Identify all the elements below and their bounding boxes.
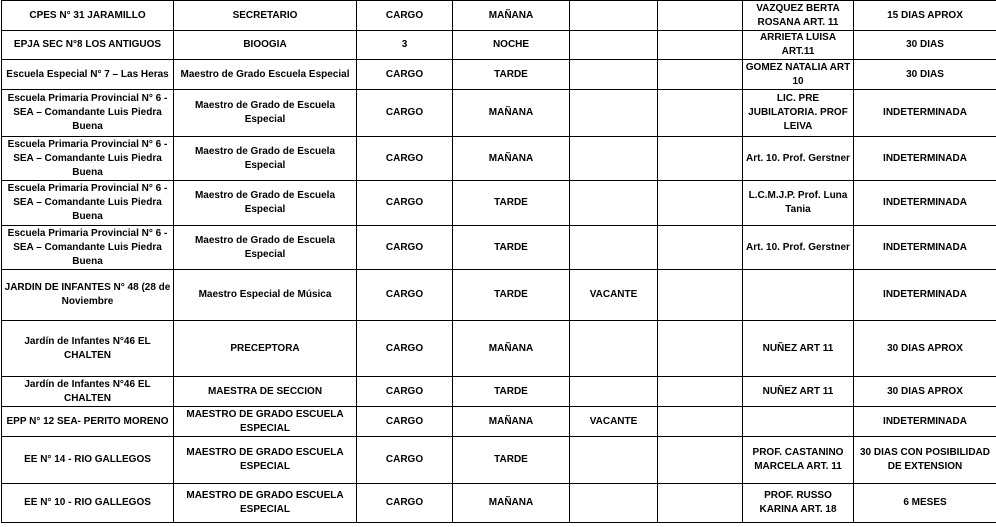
blank-cell [658,181,743,226]
status-cell [570,60,658,90]
duration-cell: INDETERMINADA [854,407,996,437]
blank-cell [658,407,743,437]
table-row [2,181,996,226]
role-cell: MAESTRA DE SECCION [174,377,357,407]
table-row [2,60,996,90]
blank-cell [658,90,743,137]
type-cell: CARGO [357,90,453,137]
type-cell: CARGO [357,321,453,377]
table-row [2,270,996,321]
table-row [2,407,996,437]
blank-cell [658,1,743,31]
role-cell: BIOOGIA [174,31,357,60]
type-cell: CARGO [357,181,453,226]
duration-cell: 15 DIAS APROX [854,1,996,31]
school-cell: EPP N° 12 SEA- PERITO MORENO [2,407,174,437]
type-cell: CARGO [357,1,453,31]
type-cell: CARGO [357,137,453,181]
school-cell: EPJA SEC N°8 LOS ANTIGUOS [2,31,174,60]
school-cell: Escuela Primaria Provincial N° 6 - SEA – Comandante Luis Piedra Buena [2,181,174,226]
role-cell: MAESTRO DE GRADO ESCUELA ESPECIAL [174,484,357,523]
duration-cell: INDETERMINADA [854,181,996,226]
table-row [2,437,996,484]
table-row [2,321,996,377]
shift-cell: MAÑANA [453,90,570,137]
school-cell: Escuela Especial N° 7 – Las Heras [2,60,174,90]
table-row [2,484,996,523]
shift-cell: MAÑANA [453,407,570,437]
duration-cell: INDETERMINADA [854,90,996,137]
duration-cell: INDETERMINADA [854,137,996,181]
replaces-cell: NUÑEZ ART 11 [743,377,854,407]
status-cell [570,321,658,377]
shift-cell: MAÑANA [453,484,570,523]
replaces-cell: L.C.M.J.P. Prof. Luna Tania [743,181,854,226]
status-cell [570,31,658,60]
blank-cell [658,437,743,484]
shift-cell: MAÑANA [453,1,570,31]
shift-cell: MAÑANA [453,321,570,377]
school-cell: CPES N° 31 JARAMILLO [2,1,174,31]
role-cell: Maestro Especial de Música [174,270,357,321]
shift-cell: MAÑANA [453,137,570,181]
duration-cell: INDETERMINADA [854,270,996,321]
duration-cell: 30 DIAS CON POSIBILIDAD DE EXTENSION [854,437,996,484]
role-cell: MAESTRO DE GRADO ESCUELA ESPECIAL [174,407,357,437]
status-cell [570,90,658,137]
duration-cell: 30 DIAS APROX [854,377,996,407]
table-row [2,90,996,137]
blank-cell [658,321,743,377]
type-cell: CARGO [357,377,453,407]
shift-cell: TARDE [453,437,570,484]
role-cell: Maestro de Grado Escuela Especial [174,60,357,90]
duration-cell: 30 DIAS [854,31,996,60]
role-cell: MAESTRO DE GRADO ESCUELA ESPECIAL [174,437,357,484]
duration-cell: INDETERMINADA [854,226,996,270]
role-cell: Maestro de Grado de Escuela Especial [174,137,357,181]
shift-cell: TARDE [453,226,570,270]
blank-cell [658,484,743,523]
table-row [2,137,996,181]
duration-cell: 30 DIAS [854,60,996,90]
type-cell: CARGO [357,437,453,484]
school-cell: Escuela Primaria Provincial N° 6 - SEA – Comandante Luis Piedra Buena [2,90,174,137]
vacancies-table [1,0,996,523]
role-cell: PRECEPTORA [174,321,357,377]
replaces-cell: NUÑEZ ART 11 [743,321,854,377]
school-cell: JARDIN DE INFANTES N° 48 (28 de Noviembre [2,270,174,321]
table-row [2,31,996,60]
type-cell: 3 [357,31,453,60]
replaces-cell: GOMEZ NATALIA ART 10 [743,60,854,90]
school-cell: Jardín de Infantes N°46 EL CHALTEN [2,377,174,407]
status-cell [570,226,658,270]
role-cell: Maestro de Grado de Escuela Especial [174,226,357,270]
blank-cell [658,270,743,321]
replaces-cell: Art. 10. Prof. Gerstner [743,226,854,270]
type-cell: CARGO [357,226,453,270]
replaces-cell [743,270,854,321]
status-cell [570,1,658,31]
table-row [2,1,996,31]
status-cell: VACANTE [570,407,658,437]
school-cell: Jardín de Infantes N°46 EL CHALTEN [2,321,174,377]
shift-cell: TARDE [453,270,570,321]
status-cell [570,484,658,523]
blank-cell [658,60,743,90]
type-cell: CARGO [357,484,453,523]
table-row [2,226,996,270]
status-cell [570,181,658,226]
school-cell: EE N° 10 - RIO GALLEGOS [2,484,174,523]
replaces-cell: PROF. CASTANINO MARCELA ART. 11 [743,437,854,484]
blank-cell [658,377,743,407]
blank-cell [658,226,743,270]
role-cell: SECRETARIO [174,1,357,31]
replaces-cell: PROF. RUSSO KARINA ART. 18 [743,484,854,523]
status-cell: VACANTE [570,270,658,321]
replaces-cell: ARRIETA LUISA ART.11 [743,31,854,60]
type-cell: CARGO [357,270,453,321]
duration-cell: 6 MESES [854,484,996,523]
shift-cell: TARDE [453,60,570,90]
type-cell: CARGO [357,407,453,437]
replaces-cell [743,407,854,437]
shift-cell: TARDE [453,377,570,407]
shift-cell: TARDE [453,181,570,226]
status-cell [570,437,658,484]
role-cell: Maestro de Grado de Escuela Especial [174,90,357,137]
status-cell [570,137,658,181]
role-cell: Maestro de Grado de Escuela Especial [174,181,357,226]
status-cell [570,377,658,407]
table-body [2,1,996,523]
replaces-cell: LIC. PRE JUBILATORIA. PROF LEIVA [743,90,854,137]
blank-cell [658,137,743,181]
replaces-cell: Art. 10. Prof. Gerstner [743,137,854,181]
school-cell: Escuela Primaria Provincial N° 6 - SEA – Comandante Luis Piedra Buena [2,137,174,181]
type-cell: CARGO [357,60,453,90]
replaces-cell: VAZQUEZ BERTA ROSANA ART. 11 [743,1,854,31]
school-cell: EE N° 14 - RIO GALLEGOS [2,437,174,484]
table-row [2,377,996,407]
duration-cell: 30 DIAS APROX [854,321,996,377]
school-cell: Escuela Primaria Provincial N° 6 - SEA – Comandante Luis Piedra Buena [2,226,174,270]
blank-cell [658,31,743,60]
shift-cell: NOCHE [453,31,570,60]
